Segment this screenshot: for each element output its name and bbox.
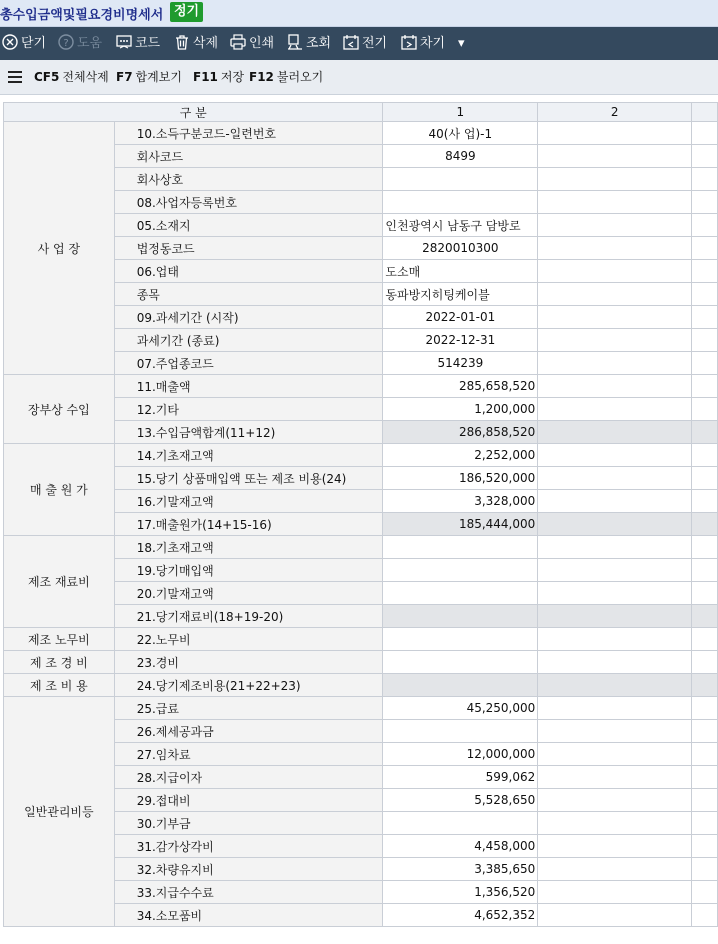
value-cell-col1[interactable] bbox=[383, 605, 538, 628]
value-cell-col1[interactable]: 5,528,650 bbox=[383, 789, 538, 812]
value-cell-col3[interactable] bbox=[692, 329, 718, 352]
header-col-2: 2 bbox=[538, 103, 692, 122]
section-label: 사 업 장 bbox=[4, 122, 115, 375]
value-cell-col2[interactable] bbox=[538, 283, 692, 306]
value-cell-col3[interactable] bbox=[692, 812, 718, 835]
header-col-1: 1 bbox=[383, 103, 538, 122]
value-cell-col1[interactable]: 동파방지히팅케이블 bbox=[383, 283, 538, 306]
value-cell-col2[interactable] bbox=[538, 352, 692, 375]
grid-header-row bbox=[4, 103, 718, 122]
row-label: 19.당기매입액 bbox=[114, 559, 383, 582]
row-label: 17.매출원가(14+15-16) bbox=[114, 513, 383, 536]
row-label: 06.업태 bbox=[114, 260, 383, 283]
value-cell-col2[interactable] bbox=[538, 122, 692, 145]
value-cell-col3[interactable] bbox=[692, 145, 718, 168]
row-label: 15.당기 상품매입액 또는 제조 비용(24) bbox=[114, 467, 383, 490]
row-label: 14.기초재고액 bbox=[114, 444, 383, 467]
value-cell-col2[interactable] bbox=[538, 582, 692, 605]
table-row bbox=[4, 444, 718, 467]
row-label: 22.노무비 bbox=[114, 628, 383, 651]
value-cell-col2[interactable] bbox=[538, 720, 692, 743]
row-label: 32.차량유지비 bbox=[114, 858, 383, 881]
printer-icon bbox=[230, 36, 249, 51]
value-cell-col2[interactable] bbox=[538, 237, 692, 260]
toolbar-button-2[interactable] bbox=[116, 27, 160, 60]
table-row bbox=[4, 651, 718, 674]
svg-text:?: ? bbox=[63, 38, 69, 49]
value-cell-col1[interactable]: 인천광역시 남동구 담방로 bbox=[383, 214, 538, 237]
value-cell-col1[interactable] bbox=[383, 812, 538, 835]
value-cell-col1[interactable] bbox=[383, 674, 538, 697]
value-cell-col1[interactable] bbox=[383, 559, 538, 582]
value-cell-col3[interactable] bbox=[692, 582, 718, 605]
value-cell-col2[interactable] bbox=[538, 559, 692, 582]
value-cell-col3[interactable] bbox=[692, 835, 718, 858]
value-cell-col3[interactable] bbox=[692, 237, 718, 260]
row-label: 법정동코드 bbox=[114, 237, 383, 260]
section-label: 일반관리비등 bbox=[4, 697, 115, 927]
fnkey-label: 전체삭제 bbox=[62, 70, 109, 84]
value-cell-col2[interactable] bbox=[538, 398, 692, 421]
row-label: 10.소득구분코드-일련번호 bbox=[114, 122, 383, 145]
value-cell-col2[interactable] bbox=[538, 812, 692, 835]
toolbar-button-4[interactable] bbox=[230, 27, 274, 60]
row-label: 12.기타 bbox=[114, 398, 383, 421]
value-cell-col2[interactable] bbox=[538, 214, 692, 237]
fnkey-1[interactable] bbox=[116, 60, 182, 94]
value-cell-col2[interactable] bbox=[538, 444, 692, 467]
section-label: 제조 노무비 bbox=[4, 628, 115, 651]
value-cell-col2[interactable] bbox=[538, 697, 692, 720]
row-label: 21.당기재료비(18+19-20) bbox=[114, 605, 383, 628]
row-label: 24.당기제조비용(21+22+23) bbox=[114, 674, 383, 697]
value-cell-col1[interactable]: 1,200,000 bbox=[383, 398, 538, 421]
value-cell-col1[interactable]: 2022-12-31 bbox=[383, 329, 538, 352]
value-cell-col3[interactable] bbox=[692, 904, 718, 927]
value-cell-col1[interactable]: 1,356,520 bbox=[383, 881, 538, 904]
fnkey-2[interactable] bbox=[193, 60, 244, 94]
value-cell-col2[interactable] bbox=[538, 467, 692, 490]
row-label: 18.기초재고액 bbox=[114, 536, 383, 559]
value-cell-col1[interactable] bbox=[383, 651, 538, 674]
row-label: 34.소모품비 bbox=[114, 904, 383, 927]
value-cell-col1[interactable]: 2,252,000 bbox=[383, 444, 538, 467]
value-cell-col1[interactable]: 12,000,000 bbox=[383, 743, 538, 766]
value-cell-col1[interactable] bbox=[383, 168, 538, 191]
value-cell-col3[interactable] bbox=[692, 789, 718, 812]
value-cell-col3[interactable] bbox=[692, 283, 718, 306]
section-label: 제 조 경 비 bbox=[4, 651, 115, 674]
expense-grid bbox=[3, 102, 718, 927]
table-row bbox=[4, 536, 718, 559]
value-cell-col3[interactable] bbox=[692, 122, 718, 145]
value-cell-col3[interactable] bbox=[692, 260, 718, 283]
value-cell-col2[interactable] bbox=[538, 168, 692, 191]
row-label: 09.과세기간 (시작) bbox=[114, 306, 383, 329]
value-cell-col1[interactable]: 4,652,352 bbox=[383, 904, 538, 927]
value-cell-col3[interactable] bbox=[692, 743, 718, 766]
value-cell-col2[interactable] bbox=[538, 536, 692, 559]
value-cell-col1[interactable]: 285,658,520 bbox=[383, 375, 538, 398]
row-label: 27.임차료 bbox=[114, 743, 383, 766]
value-cell-col2[interactable] bbox=[538, 260, 692, 283]
more-dropdown-icon[interactable]: ▾ bbox=[458, 36, 465, 51]
fnkey-shortcut: F11 bbox=[193, 70, 218, 84]
value-cell-col3[interactable] bbox=[692, 536, 718, 559]
table-row bbox=[4, 628, 718, 651]
value-cell-col2[interactable] bbox=[538, 904, 692, 927]
value-cell-col1[interactable] bbox=[383, 582, 538, 605]
value-cell-col1[interactable] bbox=[383, 720, 538, 743]
value-cell-col2[interactable] bbox=[538, 421, 692, 444]
value-cell-col3[interactable] bbox=[692, 559, 718, 582]
value-cell-col3[interactable] bbox=[692, 628, 718, 651]
row-label: 25.급료 bbox=[114, 697, 383, 720]
toolbar-button-3[interactable] bbox=[174, 27, 218, 60]
value-cell-col2[interactable] bbox=[538, 145, 692, 168]
value-cell-col2[interactable] bbox=[538, 513, 692, 536]
row-label: 13.수입금액합계(11+12) bbox=[114, 421, 383, 444]
code-icon bbox=[116, 36, 135, 51]
fnkey-shortcut: F7 bbox=[116, 70, 133, 84]
row-label: 07.주업종코드 bbox=[114, 352, 383, 375]
toolbar-button-label: 조회 bbox=[306, 36, 332, 51]
row-label: 28.지급이자 bbox=[114, 766, 383, 789]
title-bar bbox=[0, 0, 718, 27]
fnkey-shortcut: F12 bbox=[249, 70, 274, 84]
menu-icon[interactable] bbox=[8, 71, 22, 83]
row-label: 33.지급수수료 bbox=[114, 881, 383, 904]
value-cell-col2[interactable] bbox=[538, 651, 692, 674]
value-cell-col2[interactable] bbox=[538, 329, 692, 352]
value-cell-col2[interactable] bbox=[538, 858, 692, 881]
row-label: 29.접대비 bbox=[114, 789, 383, 812]
toolbar-button-5[interactable] bbox=[287, 27, 331, 60]
row-label: 회사코드 bbox=[114, 145, 383, 168]
row-label: 05.소재지 bbox=[114, 214, 383, 237]
toolbar bbox=[0, 27, 718, 60]
value-cell-col2[interactable] bbox=[538, 306, 692, 329]
value-cell-col3[interactable] bbox=[692, 375, 718, 398]
value-cell-col1[interactable]: 도소매 bbox=[383, 260, 538, 283]
value-cell-col1[interactable]: 514239 bbox=[383, 352, 538, 375]
function-key-bar bbox=[0, 60, 718, 95]
value-cell-col1[interactable]: 3,385,650 bbox=[383, 858, 538, 881]
value-cell-col1[interactable]: 286,858,520 bbox=[383, 421, 538, 444]
value-cell-col1[interactable]: 2022-01-01 bbox=[383, 306, 538, 329]
help-icon bbox=[58, 36, 77, 51]
table-row bbox=[4, 375, 718, 398]
fnkey-label: 불러오기 bbox=[276, 70, 324, 84]
toolbar-button-0[interactable] bbox=[2, 27, 46, 60]
table-row bbox=[4, 674, 718, 697]
fnkey-0[interactable] bbox=[34, 60, 109, 94]
value-cell-col1[interactable]: 45,250,000 bbox=[383, 697, 538, 720]
value-cell-col1[interactable]: 8499 bbox=[383, 145, 538, 168]
value-cell-col3[interactable] bbox=[692, 214, 718, 237]
search-icon bbox=[287, 36, 306, 51]
table-row bbox=[4, 697, 718, 720]
value-cell-col3[interactable] bbox=[692, 421, 718, 444]
row-label: 16.기말재고액 bbox=[114, 490, 383, 513]
value-cell-col3[interactable] bbox=[692, 467, 718, 490]
value-cell-col2[interactable] bbox=[538, 835, 692, 858]
value-cell-col1[interactable]: 2820010300 bbox=[383, 237, 538, 260]
value-cell-col2[interactable] bbox=[538, 789, 692, 812]
value-cell-col1[interactable] bbox=[383, 628, 538, 651]
value-cell-col3[interactable] bbox=[692, 858, 718, 881]
value-cell-col2[interactable] bbox=[538, 605, 692, 628]
row-label: 23.경비 bbox=[114, 651, 383, 674]
value-cell-col3[interactable] bbox=[692, 674, 718, 697]
value-cell-col3[interactable] bbox=[692, 444, 718, 467]
row-label: 회사상호 bbox=[114, 168, 383, 191]
toolbar-button-7[interactable] bbox=[401, 27, 445, 60]
trash-icon bbox=[174, 36, 193, 51]
value-cell-col2[interactable] bbox=[538, 490, 692, 513]
window-title: 총수입금액및필요경비명세서 bbox=[0, 8, 164, 23]
value-cell-col1[interactable]: 186,520,000 bbox=[383, 467, 538, 490]
row-label: 11.매출액 bbox=[114, 375, 383, 398]
value-cell-col1[interactable]: 4,458,000 bbox=[383, 835, 538, 858]
value-cell-col2[interactable] bbox=[538, 191, 692, 214]
toolbar-button-label: 코드 bbox=[135, 36, 161, 51]
value-cell-col3[interactable] bbox=[692, 168, 718, 191]
section-label: 제 조 비 용 bbox=[4, 674, 115, 697]
close-circle-icon bbox=[2, 36, 21, 51]
toolbar-button-6[interactable] bbox=[343, 27, 387, 60]
value-cell-col3[interactable] bbox=[692, 651, 718, 674]
toolbar-button-label: 인쇄 bbox=[249, 36, 275, 51]
value-cell-col2[interactable] bbox=[538, 674, 692, 697]
value-cell-col3[interactable] bbox=[692, 490, 718, 513]
value-cell-col3[interactable] bbox=[692, 398, 718, 421]
fnkey-shortcut: CF5 bbox=[34, 70, 60, 84]
fnkey-label: 저장 bbox=[220, 70, 245, 84]
value-cell-col2[interactable] bbox=[538, 375, 692, 398]
value-cell-col3[interactable] bbox=[692, 766, 718, 789]
toolbar-button-label: 전기 bbox=[362, 36, 388, 51]
row-label: 26.제세공과금 bbox=[114, 720, 383, 743]
fnkey-label: 합계보기 bbox=[135, 70, 182, 84]
toolbar-button-1[interactable] bbox=[58, 27, 102, 60]
value-cell-col2[interactable] bbox=[538, 881, 692, 904]
section-label: 제조 재료비 bbox=[4, 536, 115, 628]
value-cell-col3[interactable] bbox=[692, 191, 718, 214]
table-row bbox=[4, 122, 718, 145]
value-cell-col2[interactable] bbox=[538, 628, 692, 651]
value-cell-col1[interactable]: 185,444,000 bbox=[383, 513, 538, 536]
row-label: 31.감가상각비 bbox=[114, 835, 383, 858]
row-label: 종목 bbox=[114, 283, 383, 306]
value-cell-col3[interactable] bbox=[692, 513, 718, 536]
value-cell-col1[interactable]: 3,328,000 bbox=[383, 490, 538, 513]
toolbar-button-label: 삭제 bbox=[193, 36, 219, 51]
toolbar-button-label: 도움 bbox=[77, 36, 103, 51]
value-cell-col3[interactable] bbox=[692, 605, 718, 628]
row-label: 30.기부금 bbox=[114, 812, 383, 835]
header-col-3 bbox=[692, 103, 718, 122]
row-label: 과세기간 (종료) bbox=[114, 329, 383, 352]
value-cell-col3[interactable] bbox=[692, 881, 718, 904]
value-cell-col1[interactable]: 40(사 업)-1 bbox=[383, 122, 538, 145]
value-cell-col3[interactable] bbox=[692, 352, 718, 375]
next-period-icon bbox=[401, 36, 420, 51]
header-category: 구 분 bbox=[4, 103, 383, 122]
row-label: 20.기말재고액 bbox=[114, 582, 383, 605]
value-cell-col1[interactable] bbox=[383, 191, 538, 214]
value-cell-col3[interactable] bbox=[692, 306, 718, 329]
section-label: 매 출 원 가 bbox=[4, 444, 115, 536]
value-cell-col2[interactable] bbox=[538, 766, 692, 789]
toolbar-button-label: 차기 bbox=[420, 36, 446, 51]
value-cell-col3[interactable] bbox=[692, 720, 718, 743]
section-label: 장부상 수입 bbox=[4, 375, 115, 444]
toolbar-button-label: 닫기 bbox=[21, 36, 47, 51]
value-cell-col1[interactable] bbox=[383, 536, 538, 559]
fnkey-3[interactable] bbox=[249, 60, 323, 94]
row-label: 08.사업자등록번호 bbox=[114, 191, 383, 214]
prev-period-icon bbox=[343, 36, 362, 51]
value-cell-col3[interactable] bbox=[692, 697, 718, 720]
value-cell-col2[interactable] bbox=[538, 743, 692, 766]
value-cell-col1[interactable]: 599,062 bbox=[383, 766, 538, 789]
status-badge: 정기 bbox=[170, 2, 203, 22]
